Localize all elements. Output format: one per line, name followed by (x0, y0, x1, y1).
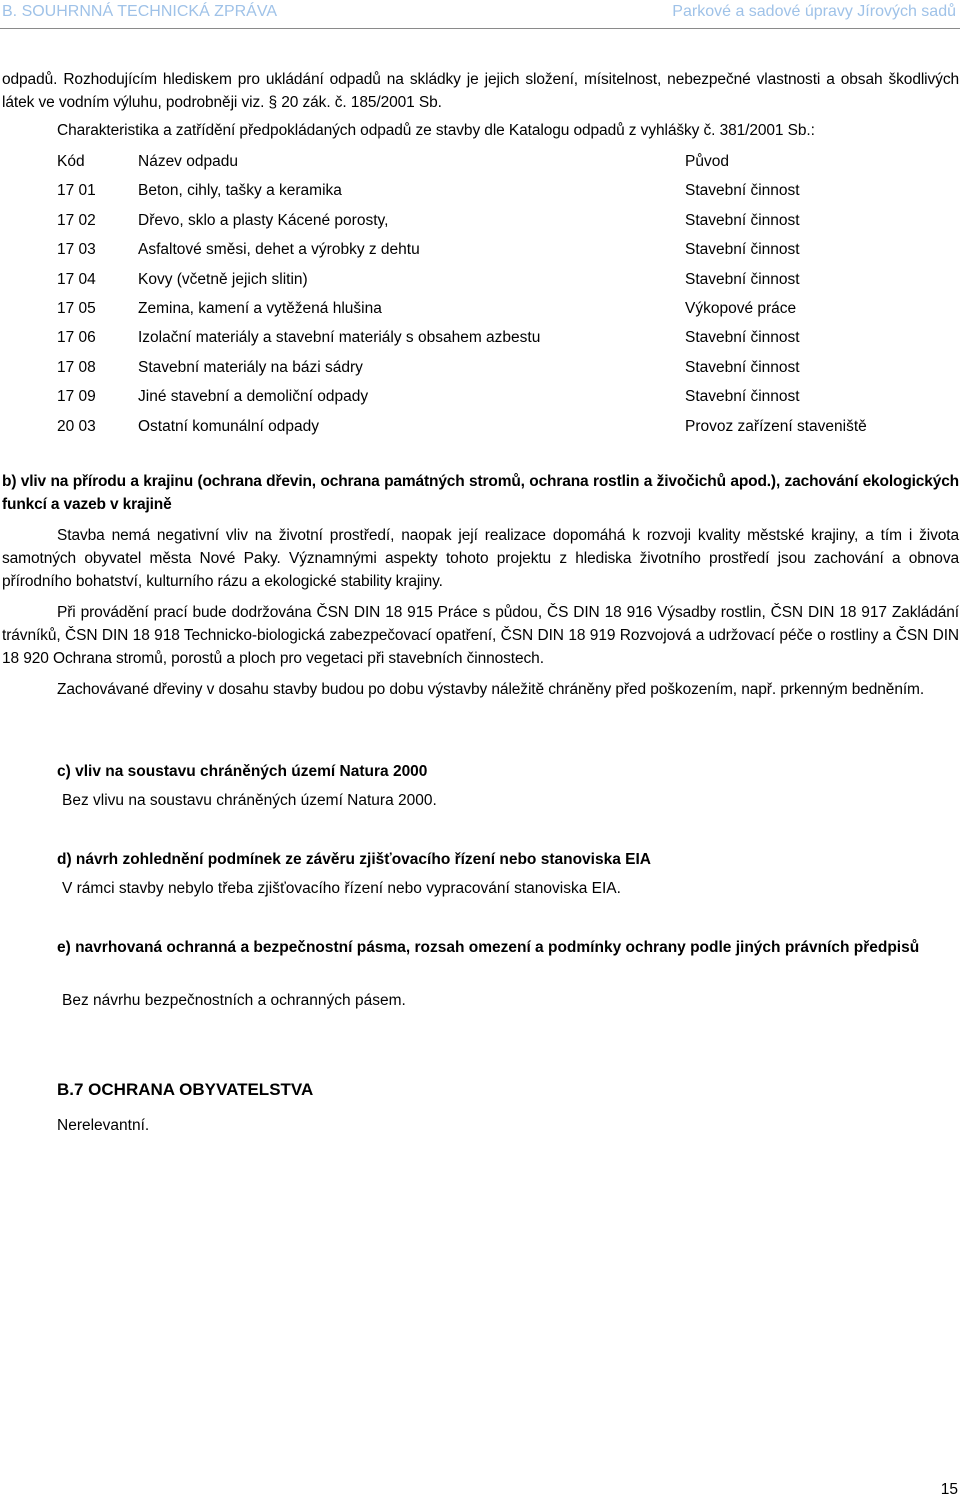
intro-paragraph: odpadů. Rozhodujícím hlediskem pro ukládání odpadů na skládky je jejich složení, mísitelnost, nebezpečné vlastnosti a obsah škodlivých látek ve vodním výluhu, podrobněji viz. § 20 zák. č. 185/2001 Sb. (2, 71, 959, 111)
table-row (57, 176, 937, 205)
row-name: Izolační materiály a stavební materiály s obsahem azbestu (138, 329, 541, 347)
header-code: Kód (57, 153, 85, 170)
paragraph-text: Při provádění prací bude dodržována ČSN DIN 18 915 Práce s půdou, ČS DIN 18 916 Výsadby rostlin, ČSN DIN 18 917 Zakládání trávníků, ČSN DIN 18 918 Technicko-biologická zabezpečovací opatření, ČSN DIN 18 919 Rozvojová a udržovací péče o rostliny a ČSN DIN 18 920 Ochrana stromů, porostů a ploch pro vegetaci při stavebních činnostech. (2, 604, 959, 667)
section-b7-text: Nerelevantní. (57, 1117, 150, 1134)
section-e-text: Bez návrhu bezpečnostních a ochranných pásem. (62, 992, 406, 1009)
row-code: 17 08 (57, 358, 96, 376)
section-c-heading: c) vliv na soustavu chráněných území Natura 2000 (57, 763, 428, 780)
page-header (0, 0, 960, 29)
row-code: 17 02 (57, 211, 96, 229)
row-name: Kovy (včetně jejich slitin) (138, 270, 308, 288)
page-number: 15 (940, 1481, 958, 1498)
row-name: Ostatní komunální odpady (138, 417, 319, 435)
row-code: 17 05 (57, 299, 96, 317)
row-origin: Výkopové práce (685, 299, 797, 317)
table-row (57, 353, 937, 382)
paragraph-text: Stavba nemá negativní vliv na životní prostředí, naopak její realizace dopomáhá k rozvoji kvality městské krajiny, a tím i života samotných obyvatel města Nové Paky. Významnými aspekty tohoto projektu z hlediska životního prostředí jsou zachování a obnova přírodního bohatství, kulturního rázu a ekologické stability krajiny. (2, 527, 959, 590)
header-origin: Původ (685, 153, 729, 170)
table-row (57, 206, 937, 235)
section-d-text: V rámci stavby nebylo třeba zjišťovacího řízení nebo vypracování stanoviska EIA. (62, 880, 621, 897)
row-code: 17 01 (57, 182, 96, 200)
table-row (57, 235, 937, 264)
row-code: 20 03 (57, 417, 96, 435)
waste-table (57, 147, 937, 441)
row-name: Beton, cihly, tašky a keramika (138, 182, 342, 200)
row-origin: Stavební činnost (685, 211, 800, 229)
header-document-title: B. SOUHRNNÁ TECHNICKÁ ZPRÁVA (2, 3, 278, 20)
table-row (57, 294, 937, 323)
section-b7-heading: B.7 OCHRANA OBYVATELSTVA (57, 1080, 314, 1099)
row-code: 17 04 (57, 270, 96, 288)
section-d-heading: d) návrh zohlednění podmínek ze závěru zjišťovacího řízení nebo stanoviska EIA (57, 851, 651, 868)
section-c-text: Bez vlivu na soustavu chráněných území Natura 2000. (62, 792, 437, 809)
row-code: 17 06 (57, 329, 96, 347)
row-name: Dřevo, sklo a plasty Kácené porosty, (138, 211, 389, 229)
row-origin: Stavební činnost (685, 182, 800, 200)
section-b-paragraph-3 (2, 678, 959, 701)
table-row (57, 412, 937, 441)
row-code: 17 03 (57, 241, 96, 259)
table-header-row (57, 147, 937, 176)
waste-catalog-intro: Charakteristika a zatřídění předpokládaných odpadů ze stavby dle Katalogu odpadů z vyhlášky č. 381/2001 Sb.: (57, 122, 815, 139)
table-row (57, 382, 937, 411)
heading-text: e) navrhovaná ochranná a bezpečnostní pásma, rozsah omezení a podmínky ochrany podle jiných právních předpisů (57, 939, 920, 956)
row-origin: Stavební činnost (685, 358, 800, 376)
table-row (57, 265, 937, 294)
row-name: Stavební materiály na bázi sádry (138, 358, 363, 376)
section-b-heading: b) vliv na přírodu a krajinu (ochrana dřevin, ochrana památných stromů, ochrana rostlin a živočichů apod.), zachování ekologických funkcí a vazeb v krajině (2, 473, 959, 513)
row-origin: Stavební činnost (685, 241, 800, 259)
row-code: 17 09 (57, 388, 96, 406)
row-name: Asfaltové směsi, dehet a výrobky z dehtu (138, 241, 420, 259)
row-origin: Stavební činnost (685, 388, 800, 406)
row-origin: Stavební činnost (685, 270, 800, 288)
header-project-name: Parkové a sadové úpravy Jírových sadů (672, 3, 956, 20)
section-e-heading (2, 936, 959, 959)
section-b-paragraph-1 (2, 524, 959, 593)
row-name: Zemina, kamení a vytěžená hlušina (138, 299, 382, 317)
paragraph-text: Zachovávané dřeviny v dosahu stavby budou po dobu výstavby náležitě chráněny před poškozením, např. prkenným bedněním. (57, 681, 925, 698)
row-origin: Stavební činnost (685, 329, 800, 347)
row-origin: Provoz zařízení staveniště (685, 417, 867, 435)
row-name: Jiné stavební a demoliční odpady (138, 388, 369, 406)
section-b-paragraph-2 (2, 601, 959, 670)
header-name: Název odpadu (138, 153, 238, 170)
table-row (57, 323, 937, 352)
